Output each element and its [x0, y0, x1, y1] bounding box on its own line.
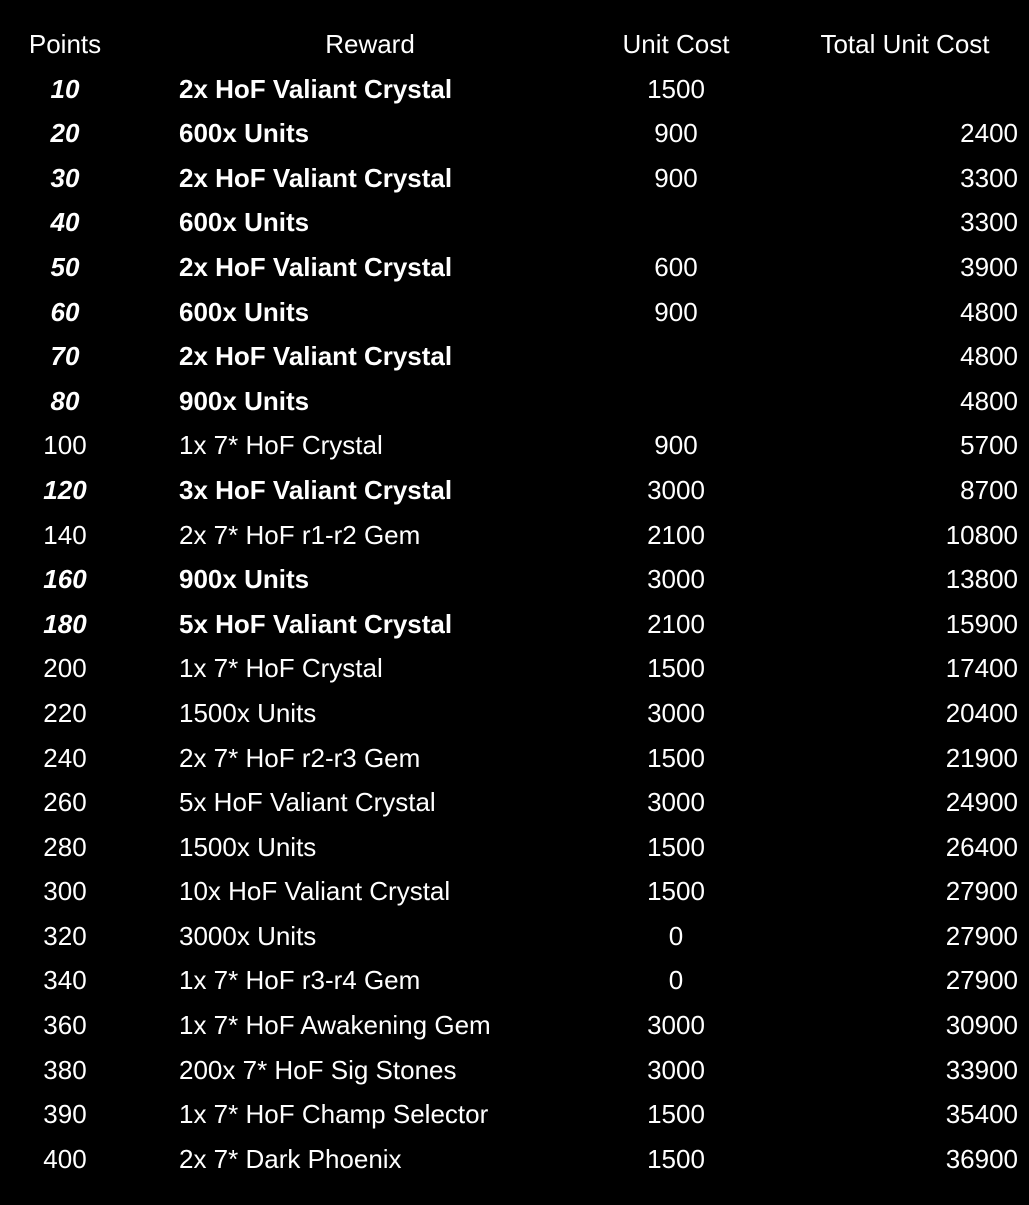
table-row	[0, 691, 1029, 736]
row-reward: 5x HoF Valiant Crystal	[179, 787, 436, 818]
row-reward: 1500x Units	[179, 697, 317, 728]
table-row	[0, 513, 1029, 558]
table-row	[0, 1003, 1029, 1048]
table-row	[0, 557, 1029, 602]
row-points: 20	[50, 118, 80, 149]
table-row	[0, 423, 1029, 468]
table-row	[0, 958, 1029, 1003]
header-points: Points	[28, 29, 102, 59]
row-reward: 3000x Units	[179, 920, 317, 951]
row-reward: 1500x Units	[179, 831, 317, 862]
row-points: 10	[50, 73, 80, 104]
header-total-unit-cost: Total Unit Cost	[820, 29, 990, 59]
row-points: 260	[43, 787, 87, 818]
row-reward: 2x HoF Valiant Crystal	[179, 162, 453, 193]
table-row	[0, 646, 1029, 691]
row-total-unit-cost: 21900	[945, 742, 1018, 773]
row-points: 200	[43, 653, 87, 684]
row-unit-cost: 1500	[647, 653, 705, 684]
row-points: 220	[43, 697, 87, 728]
row-unit-cost: 600	[654, 251, 698, 282]
row-points: 380	[43, 1054, 87, 1085]
row-points: 60	[50, 296, 80, 327]
table-row	[0, 111, 1029, 156]
row-reward: 1x 7* HoF Crystal	[179, 430, 383, 461]
row-unit-cost: 1500	[647, 73, 705, 104]
row-unit-cost: 3000	[647, 697, 705, 728]
row-points: 40	[50, 207, 80, 238]
row-total-unit-cost: 4800	[960, 385, 1018, 416]
row-total-unit-cost: 4800	[960, 341, 1018, 372]
table-row	[0, 914, 1029, 959]
row-unit-cost: 3000	[647, 474, 705, 505]
row-points: 50	[50, 251, 80, 282]
row-reward: 10x HoF Valiant Crystal	[179, 876, 451, 907]
row-points: 340	[43, 965, 87, 996]
row-unit-cost: 900	[654, 296, 698, 327]
row-total-unit-cost: 36900	[945, 1143, 1018, 1174]
row-reward: 2x 7* HoF r2-r3 Gem	[179, 742, 421, 773]
table-row	[0, 780, 1029, 825]
table-row	[0, 1048, 1029, 1093]
row-total-unit-cost: 27900	[945, 965, 1018, 996]
table-row	[0, 602, 1029, 647]
row-points: 280	[43, 831, 87, 862]
row-points: 80	[50, 385, 80, 416]
row-unit-cost: 2100	[647, 519, 705, 550]
row-total-unit-cost: 27900	[945, 876, 1018, 907]
row-points: 30	[50, 162, 80, 193]
row-unit-cost: 900	[654, 118, 698, 149]
table-row	[0, 379, 1029, 424]
row-reward: 1x 7* HoF Awakening Gem	[179, 1010, 491, 1041]
row-unit-cost: 1500	[647, 1099, 705, 1130]
row-unit-cost: 900	[654, 430, 698, 461]
row-reward: 2x 7* HoF r1-r2 Gem	[179, 519, 421, 550]
row-total-unit-cost: 3900	[960, 251, 1018, 282]
row-reward: 900x Units	[179, 564, 310, 595]
header-reward: Reward	[325, 29, 415, 59]
row-points: 70	[50, 341, 80, 372]
table-row	[0, 468, 1029, 513]
row-total-unit-cost: 24900	[945, 787, 1018, 818]
table-body	[0, 67, 1029, 1182]
row-reward: 600x Units	[179, 207, 310, 238]
row-total-unit-cost: 4800	[960, 296, 1018, 327]
table-row	[0, 1137, 1029, 1182]
row-total-unit-cost: 27900	[945, 920, 1018, 951]
row-reward: 2x 7* Dark Phoenix	[179, 1143, 402, 1174]
row-unit-cost: 3000	[647, 564, 705, 595]
row-reward: 2x HoF Valiant Crystal	[179, 251, 453, 282]
row-unit-cost: 3000	[647, 787, 705, 818]
row-reward: 5x HoF Valiant Crystal	[179, 608, 453, 639]
row-reward: 600x Units	[179, 118, 310, 149]
row-total-unit-cost: 10800	[945, 519, 1018, 550]
row-reward: 1x 7* HoF Champ Selector	[179, 1099, 489, 1130]
row-points: 320	[43, 920, 87, 951]
row-total-unit-cost: 8700	[960, 474, 1018, 505]
row-total-unit-cost: 15900	[945, 608, 1018, 639]
row-reward: 2x HoF Valiant Crystal	[179, 73, 453, 104]
row-points: 180	[43, 608, 87, 639]
table-row	[0, 736, 1029, 781]
row-total-unit-cost: 13800	[945, 564, 1018, 595]
row-total-unit-cost: 17400	[945, 653, 1018, 684]
table-row	[0, 200, 1029, 245]
row-unit-cost: 3000	[647, 1054, 705, 1085]
row-points: 100	[43, 430, 87, 461]
table-header-row	[0, 22, 1029, 67]
row-unit-cost: 1500	[647, 831, 705, 862]
row-total-unit-cost: 33900	[945, 1054, 1018, 1085]
header-unit-cost: Unit Cost	[622, 29, 730, 59]
row-unit-cost: 0	[668, 965, 684, 996]
row-unit-cost: 0	[668, 920, 684, 951]
row-points: 140	[43, 519, 87, 550]
row-points: 390	[43, 1099, 87, 1130]
row-points: 160	[43, 564, 87, 595]
table-row	[0, 869, 1029, 914]
row-unit-cost: 1500	[647, 1143, 705, 1174]
row-reward: 2x HoF Valiant Crystal	[179, 341, 453, 372]
row-total-unit-cost: 3300	[960, 162, 1018, 193]
table-row	[0, 825, 1029, 870]
row-unit-cost: 3000	[647, 1010, 705, 1041]
row-reward: 200x 7* HoF Sig Stones	[179, 1054, 457, 1085]
table-row	[0, 245, 1029, 290]
row-unit-cost: 1500	[647, 742, 705, 773]
row-points: 240	[43, 742, 87, 773]
row-total-unit-cost: 30900	[945, 1010, 1018, 1041]
row-total-unit-cost: 3300	[960, 207, 1018, 238]
row-points: 120	[43, 474, 87, 505]
row-total-unit-cost: 5700	[960, 430, 1018, 461]
row-reward: 1x 7* HoF Crystal	[179, 653, 383, 684]
row-reward: 600x Units	[179, 296, 310, 327]
table-row	[0, 156, 1029, 201]
row-points: 360	[43, 1010, 87, 1041]
row-total-unit-cost: 20400	[945, 697, 1018, 728]
table-row	[0, 290, 1029, 335]
row-points: 400	[43, 1143, 87, 1174]
table-row	[0, 67, 1029, 112]
row-unit-cost: 2100	[647, 608, 705, 639]
row-reward: 1x 7* HoF r3-r4 Gem	[179, 965, 421, 996]
row-reward: 900x Units	[179, 385, 310, 416]
row-total-unit-cost: 35400	[945, 1099, 1018, 1130]
table-row	[0, 1092, 1029, 1137]
row-points: 300	[43, 876, 87, 907]
table-row	[0, 334, 1029, 379]
row-total-unit-cost: 26400	[945, 831, 1018, 862]
row-unit-cost: 1500	[647, 876, 705, 907]
row-unit-cost: 900	[654, 162, 698, 193]
row-reward: 3x HoF Valiant Crystal	[179, 474, 453, 505]
row-total-unit-cost: 2400	[960, 118, 1018, 149]
